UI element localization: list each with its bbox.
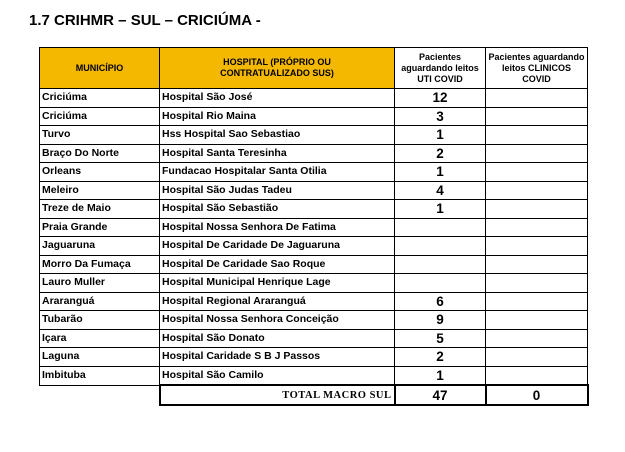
- clinicos-cell: [486, 237, 588, 256]
- table-row: [40, 348, 588, 367]
- clinicos-cell: [486, 144, 588, 163]
- uti-cell: 6: [395, 292, 486, 311]
- municipio-cell: Praia Grande: [40, 218, 160, 237]
- hospital-cell: Hospital Regional Araranguá: [160, 292, 395, 311]
- municipio-cell: Imbituba: [40, 366, 160, 385]
- municipio-cell: Orleans: [40, 163, 160, 182]
- hospital-cell: Hospital Caridade S B J Passos: [160, 348, 395, 367]
- hospital-cell: Hospital Nossa Senhora De Fatima: [160, 218, 395, 237]
- table-row: [40, 126, 588, 145]
- patients-table: [39, 47, 589, 406]
- table-row: [40, 237, 588, 256]
- hospital-cell: Fundacao Hospitalar Santa Otilia: [160, 163, 395, 182]
- header-clinicos-text: Pacientes aguardando leitos CLINICOS COVID: [488, 51, 585, 84]
- table-row: [40, 181, 588, 200]
- clinicos-cell: [486, 366, 588, 385]
- municipio-cell: Treze de Maio: [40, 200, 160, 219]
- clinicos-cell: [486, 329, 588, 348]
- municipio-cell: Laguna: [40, 348, 160, 367]
- table-row: [40, 163, 588, 182]
- uti-cell: 1: [395, 126, 486, 145]
- header-uti-text: Pacientes aguardando leitos UTI COVID: [401, 51, 479, 84]
- clinicos-cell: [486, 348, 588, 367]
- hospital-cell: Hospital São Sebastião: [160, 200, 395, 219]
- municipio-cell: Morro Da Fumaça: [40, 255, 160, 274]
- header-municipio: MUNICÍPIO: [40, 48, 160, 89]
- hospital-cell: Hss Hospital Sao Sebastiao: [160, 126, 395, 145]
- header-clinicos: [486, 48, 588, 89]
- uti-cell: 1: [395, 163, 486, 182]
- clinicos-cell: [486, 255, 588, 274]
- hospital-cell: Hospital São Donato: [160, 329, 395, 348]
- total-row: [40, 385, 588, 405]
- uti-cell: [395, 255, 486, 274]
- clinicos-cell: [486, 218, 588, 237]
- clinicos-cell: [486, 107, 588, 126]
- municipio-cell: Criciúma: [40, 107, 160, 126]
- clinicos-cell: [486, 292, 588, 311]
- total-blank-cell: [40, 385, 160, 405]
- clinicos-cell: [486, 163, 588, 182]
- table-row: [40, 107, 588, 126]
- uti-cell: 1: [395, 366, 486, 385]
- header-hospital: [160, 48, 395, 89]
- uti-cell: [395, 274, 486, 293]
- municipio-cell: Jaguaruna: [40, 237, 160, 256]
- municipio-cell: Içara: [40, 329, 160, 348]
- table-row: [40, 329, 588, 348]
- table-row: [40, 366, 588, 385]
- clinicos-cell: [486, 200, 588, 219]
- municipio-cell: Criciúma: [40, 89, 160, 108]
- table-row: [40, 255, 588, 274]
- uti-cell: 12: [395, 89, 486, 108]
- total-clinicos: 0: [486, 385, 588, 405]
- clinicos-cell: [486, 181, 588, 200]
- table-row: [40, 311, 588, 330]
- municipio-cell: Lauro Muller: [40, 274, 160, 293]
- uti-cell: 5: [395, 329, 486, 348]
- table-row: [40, 144, 588, 163]
- total-uti: 47: [395, 385, 486, 405]
- hospital-cell: Hospital Municipal Henrique Lage: [160, 274, 395, 293]
- clinicos-cell: [486, 274, 588, 293]
- uti-cell: 9: [395, 311, 486, 330]
- uti-cell: 2: [395, 348, 486, 367]
- table-row: [40, 292, 588, 311]
- clinicos-cell: [486, 126, 588, 145]
- hospital-cell: Hospital Rio Maina: [160, 107, 395, 126]
- table-row: [40, 89, 588, 108]
- hospital-cell: Hospital São Judas Tadeu: [160, 181, 395, 200]
- municipio-cell: Turvo: [40, 126, 160, 145]
- hospital-cell: Hospital São José: [160, 89, 395, 108]
- uti-cell: 3: [395, 107, 486, 126]
- hospital-cell: Hospital De Caridade Sao Roque: [160, 255, 395, 274]
- total-label: TOTAL MACRO SUL: [160, 385, 395, 405]
- uti-cell: 1: [395, 200, 486, 219]
- page-title: 1.7 CRIHMR – SUL – CRICIÚMA -: [29, 12, 261, 29]
- hospital-cell: Hospital São Camilo: [160, 366, 395, 385]
- uti-cell: 2: [395, 144, 486, 163]
- table-header-row: [40, 48, 588, 89]
- municipio-cell: Araranguá: [40, 292, 160, 311]
- header-hospital-text: HOSPITAL (PRÓPRIO OU CONTRATUALIZADO SUS): [220, 57, 334, 78]
- uti-cell: [395, 237, 486, 256]
- table-row: [40, 218, 588, 237]
- municipio-cell: Meleiro: [40, 181, 160, 200]
- uti-cell: 4: [395, 181, 486, 200]
- clinicos-cell: [486, 311, 588, 330]
- hospital-cell: Hospital Nossa Senhora Conceição: [160, 311, 395, 330]
- hospital-cell: Hospital Santa Teresinha: [160, 144, 395, 163]
- table-row: [40, 274, 588, 293]
- municipio-cell: Braço Do Norte: [40, 144, 160, 163]
- clinicos-cell: [486, 89, 588, 108]
- header-uti: [395, 48, 486, 89]
- hospital-cell: Hospital De Caridade De Jaguaruna: [160, 237, 395, 256]
- uti-cell: [395, 218, 486, 237]
- municipio-cell: Tubarão: [40, 311, 160, 330]
- table-row: [40, 200, 588, 219]
